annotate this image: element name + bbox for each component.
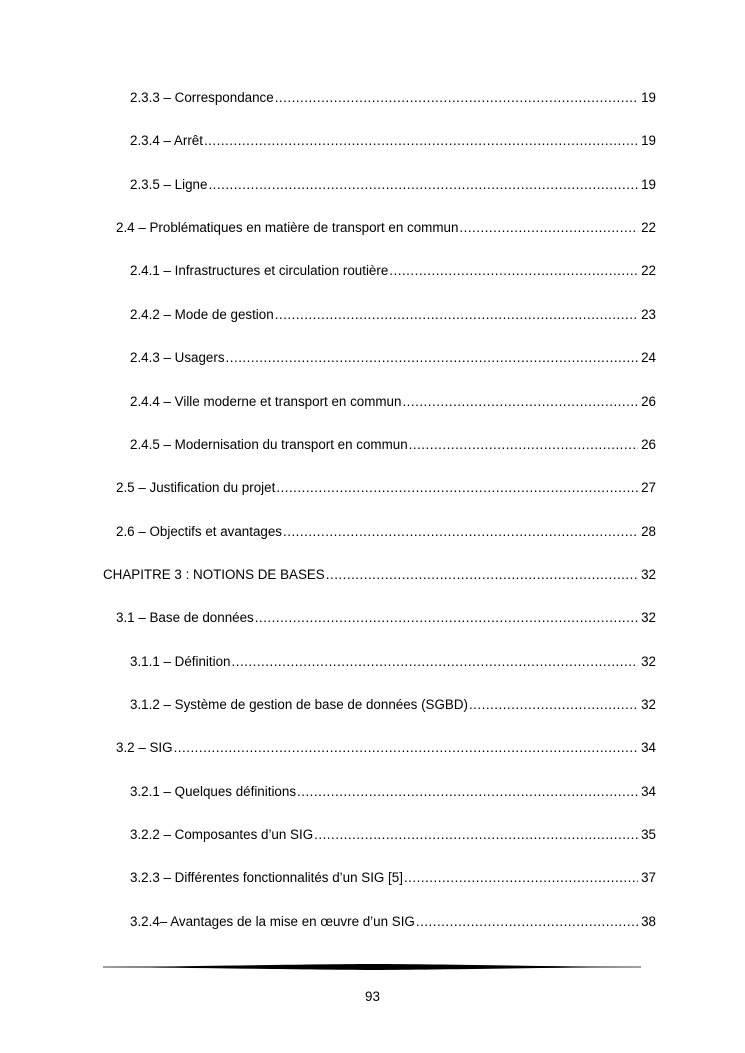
- toc-entry-page: 19: [641, 90, 656, 105]
- leader-dots: [276, 478, 638, 498]
- toc-entry-label: 3.2.3 – Différentes fonctionnalités d’un SIG [5]: [130, 870, 403, 885]
- toc-entry[interactable]: [130, 912, 656, 932]
- toc-entry[interactable]: [130, 348, 656, 368]
- toc-entry-page: 22: [641, 263, 656, 278]
- toc-entry-page: 37: [641, 870, 656, 885]
- leader-dots: [204, 131, 638, 151]
- toc-entry-page: 32: [641, 610, 656, 625]
- leader-dots: [174, 738, 638, 758]
- toc-entry-page: 27: [641, 480, 656, 495]
- toc-entry-label: 2.4 – Problématiques en matière de transport en commun: [116, 220, 459, 235]
- toc-entry[interactable]: [130, 782, 656, 802]
- leader-dots: [283, 522, 638, 542]
- toc-entry-label: 3.1.2 – Système de gestion de base de données (SGBD): [130, 697, 468, 712]
- toc-entry-page: 26: [641, 394, 656, 409]
- toc-entry[interactable]: [130, 175, 656, 195]
- leader-dots: [255, 608, 638, 628]
- toc-entry[interactable]: [130, 392, 656, 412]
- toc-entry-label: 2.3.3 – Correspondance: [130, 90, 274, 105]
- leader-dots: [326, 565, 638, 585]
- leader-dots: [389, 261, 638, 281]
- toc-entry-label: 2.6 – Objectifs et avantages: [116, 524, 282, 539]
- toc-entry-label: 3.1 – Base de données: [116, 610, 254, 625]
- toc-entry[interactable]: [130, 825, 656, 845]
- toc-entry[interactable]: [130, 305, 656, 325]
- footer-divider: [103, 960, 641, 974]
- toc-entry-label: 3.2.2 – Composantes d’un SIG: [130, 827, 314, 842]
- leader-dots: [297, 782, 638, 802]
- toc-entry-label: 2.4.1 – Infrastructures et circulation routière: [130, 263, 389, 278]
- toc-entry[interactable]: [116, 478, 656, 498]
- toc-entry[interactable]: [130, 435, 656, 455]
- leader-dots: [459, 218, 638, 238]
- toc-entry-label: 2.4.3 – Usagers: [130, 350, 225, 365]
- toc-entry[interactable]: [130, 261, 656, 281]
- toc-entry-chapter[interactable]: [103, 565, 656, 585]
- toc-entry-label: 2.3.5 – Ligne: [130, 177, 208, 192]
- toc-entry-label: 2.4.2 – Mode de gestion: [130, 307, 274, 322]
- toc-entry[interactable]: [130, 131, 656, 151]
- toc-entry[interactable]: [130, 88, 656, 108]
- toc-entry-label: 2.4.5 – Modernisation du transport en commun: [130, 437, 408, 452]
- toc-entry-label: 2.4.4 – Ville moderne et transport en commun: [130, 394, 402, 409]
- toc-entry[interactable]: [130, 652, 656, 672]
- toc-entry[interactable]: [116, 522, 656, 542]
- leader-dots: [232, 652, 639, 672]
- toc-entry[interactable]: [116, 218, 656, 238]
- toc-entry-page: 32: [641, 654, 656, 669]
- toc-entry-page: 35: [641, 827, 656, 842]
- toc-entry-page: 26: [641, 437, 656, 452]
- toc-entry-page: 19: [641, 177, 656, 192]
- toc-entry-page: 28: [641, 524, 656, 539]
- leader-dots: [416, 912, 638, 932]
- toc-entry[interactable]: [130, 695, 656, 715]
- toc-entry-label: 3.2 – SIG: [116, 740, 173, 755]
- leader-dots: [314, 825, 638, 845]
- toc-entry-page: 24: [641, 350, 656, 365]
- toc-entry-page: 22: [641, 220, 656, 235]
- toc-entry[interactable]: [116, 738, 656, 758]
- leader-dots: [402, 392, 638, 412]
- toc-entry[interactable]: [116, 608, 656, 628]
- toc-entry-page: 19: [641, 133, 656, 148]
- toc-entry-label: 2.5 – Justification du projet: [116, 480, 276, 495]
- toc-entry-page: 34: [641, 740, 656, 755]
- leader-dots: [275, 88, 638, 108]
- toc-entry[interactable]: [130, 868, 656, 888]
- toc-entry-page: 34: [641, 784, 656, 799]
- toc-entry-label: 2.3.4 – Arrêt: [130, 133, 203, 148]
- leader-dots: [226, 348, 638, 368]
- toc-entry-label: CHAPITRE 3 : NOTIONS DE BASES: [103, 567, 325, 582]
- toc-entry-label: 3.1.1 – Définition: [130, 654, 231, 669]
- toc-entry-page: 23: [641, 307, 656, 322]
- page-number: 93: [365, 989, 380, 1004]
- toc-entry-page: 32: [641, 567, 656, 582]
- toc-entry-label: 3.2.1 – Quelques définitions: [130, 784, 297, 799]
- toc-entry-label: 3.2.4– Avantages de la mise en œuvre d’un SIG: [130, 914, 415, 929]
- toc-entry-page: 32: [641, 697, 656, 712]
- leader-dots: [469, 695, 638, 715]
- leader-dots: [275, 305, 638, 325]
- toc-entry-page: 38: [641, 914, 656, 929]
- leader-dots: [208, 175, 638, 195]
- leader-dots: [404, 868, 638, 888]
- leader-dots: [409, 435, 638, 455]
